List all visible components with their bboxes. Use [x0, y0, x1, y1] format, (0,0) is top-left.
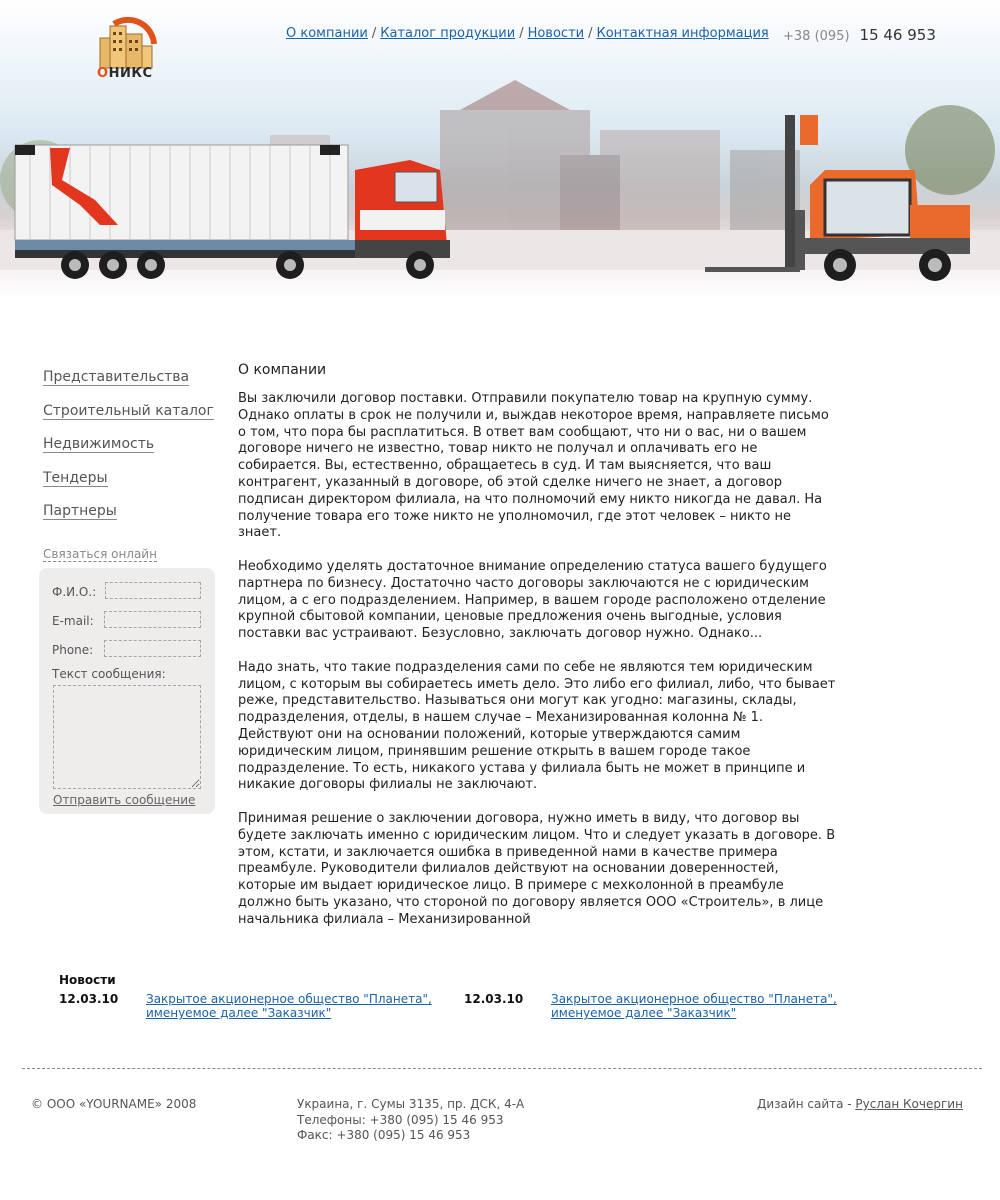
- article-paragraph: Необходимо уделять достаточное внимание определению статуса вашего будущего партнера по бизнесу. Достаточно часто договоры заключаются не с юридическим лицом, а с его подразделением. Например, в вашем городе расположено отделение крупной сбытовой компании, ценовые предложения очень выгодные, условия поставки вас устраивают. Безусловно, заключать договор нужно. Однако...: [238, 558, 827, 642]
- address-line: Украина, г. Сумы 3135, пр. ДСК, 4-А: [297, 1097, 525, 1111]
- logo-text[interactable]: ОНИКС: [97, 66, 153, 81]
- footer-address: [297, 1097, 524, 1144]
- fax-line: Факс: +380 (095) 15 46 953: [297, 1128, 471, 1142]
- sidebar-navigation: [43, 366, 233, 534]
- nav-contacts[interactable]: Контактная информация: [596, 26, 769, 41]
- phone-field[interactable]: [104, 640, 201, 657]
- phone-number: 15 46 953: [859, 26, 936, 44]
- sidebar-item-construction-catalog[interactable]: Строительный каталог: [43, 402, 214, 419]
- designer-link[interactable]: Руслан Кочергин: [855, 1097, 963, 1111]
- footer-divider: [22, 1068, 982, 1069]
- sidebar-item-real-estate[interactable]: Недвижимость: [43, 436, 155, 452]
- nav-catalog[interactable]: Каталог продукции: [380, 26, 516, 41]
- phone-label: Phone:: [52, 643, 94, 657]
- top-navigation: [286, 26, 769, 41]
- phone-code: +38 (095): [783, 29, 850, 44]
- article-text: [238, 391, 838, 961]
- email-field[interactable]: [104, 611, 201, 628]
- message-textarea[interactable]: [53, 685, 201, 789]
- article-paragraph: Принимая решение о заключении договора, нужно иметь в виду, что договор вы будете заключать именно с юридическим лицом. Что и следует указать в договоре. В этом, кстати, и заключается ошибка в приведенной нами в качестве примера преамбуле. Руководители филиалов действуют на основании доверенностей, которые им выдает юридическое лицо. В примере с мехколонной в преамбуле должно быть указано, что стороной по договору является ООО «Строитель», в лице начальника филиала – Механизированной: [238, 810, 836, 927]
- nav-separator: /: [588, 26, 593, 41]
- header-phone: [783, 25, 936, 44]
- email-label: E-mail:: [52, 614, 94, 628]
- news-link[interactable]: Закрытое акционерное общество "Планета", именуемое далее "Заказчик": [551, 992, 837, 1020]
- header-illustration: [0, 60, 1000, 300]
- sidebar-item-tenders[interactable]: Тендеры: [43, 469, 108, 486]
- name-field[interactable]: [105, 582, 201, 599]
- page-title: О компании: [238, 362, 327, 378]
- nav-separator: /: [371, 26, 377, 41]
- phones-line: Телефоны: +380 (095) 15 46 953: [297, 1112, 504, 1127]
- message-label: Текст сообщения:: [52, 667, 166, 681]
- nav-separator: /: [519, 26, 524, 41]
- sidebar-item-representations[interactable]: Представительства: [43, 369, 190, 385]
- name-label: Ф.И.О.:: [52, 585, 97, 599]
- design-prefix: Дизайн сайта -: [757, 1097, 856, 1111]
- contact-online-title: Связаться онлайн: [43, 547, 157, 561]
- header-banner: [0, 0, 1000, 300]
- news-link[interactable]: Закрытое акционерное общество "Планета", именуемое далее "Заказчик": [146, 992, 432, 1020]
- design-credit: [757, 1097, 963, 1111]
- article-paragraph: Вы заключили договор поставки. Отправили покупателю товар на крупную сумму. Однако оплаты в срок не получили и, выждав некоторое время, направляете письмо о том, что пора бы расплатиться. В ответ вам сообщают, что ни о вас, ни о вашем договоре ничего не известно, товар никто не получал и оплачивать его не собирается. Вы, естественно, обращаетесь в суд. И там выясняется, что ваш контрагент, указанный в договоре, об этой сделке ничего не знает, а договор подписан директором филиала, на что полномочий ему никто никогда не давал. На получение товара его тоже никто не уполномочил, где этот человек – никто не знает.: [238, 391, 829, 541]
- copyright: © ООО «YOURNAME» 2008: [31, 1097, 197, 1111]
- send-message-link[interactable]: Отправить сообщение: [53, 793, 196, 807]
- sidebar-item-partners[interactable]: Партнеры: [43, 503, 117, 519]
- article-paragraph: Надо знать, что такие подразделения сами по себе не являются тем юридическим лицом, с которым вы собираетесь иметь дело. Это либо его филиал, либо, что бывает реже, представительство. Называться они могут как угодно: магазины, склады, подразделения, отделы, в нашем случае – Механизированная колонна № 1. Действуют они на основании положений, которые утверждаются самим юридическим лицом, принявшим решение открыть в вашем городе такое подразделение. То есть, никакого устава у филиала быть не может в принципе и никакие договоры филиалы не заключают.: [238, 659, 836, 793]
- nav-about[interactable]: О компании: [286, 26, 368, 41]
- news-title: Новости: [59, 973, 116, 987]
- news-date: 12.03.10: [59, 992, 119, 1006]
- contact-form: [39, 568, 215, 814]
- nav-news[interactable]: Новости: [527, 26, 585, 41]
- news-date: 12.03.10: [464, 992, 524, 1006]
